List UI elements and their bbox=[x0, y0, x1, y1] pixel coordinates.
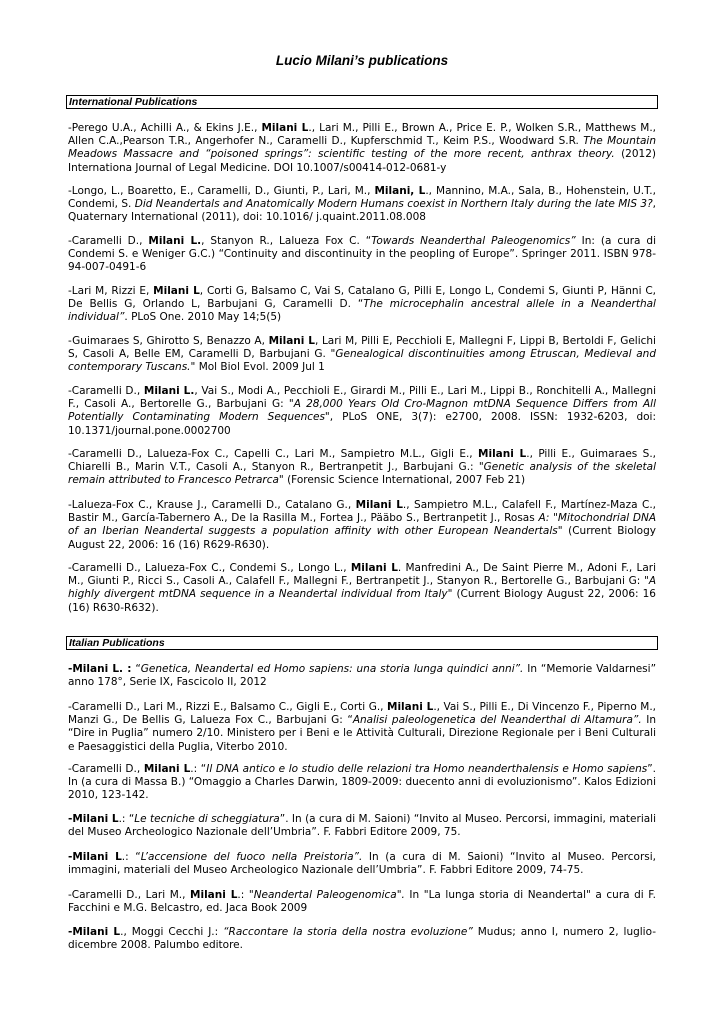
publication-entry: -Caramelli D., Milani L., Stanyon R., Lalueza Fox C. “Towards Neanderthal Paleogenomics” In: (a cura di Condemi S. e Weniger G.C.) “Continuity and discontinuity in the peopling of Europe”. Springer 2011. ISBN 978-94-007-0491-6 bbox=[68, 235, 657, 274]
publication-entry: -Caramelli D., Milani L.: “Il DNA antico e lo studio delle relazioni tra Homo neanderthalensis e Homo sapiens”. In (a cura di Massa B.) “Omaggio a Charles Darwin, 1809-2009: duecento anni di evoluzionismo”. Kalos Edizioni 2010, 123-142. bbox=[68, 763, 657, 802]
document-title: Lucio Milani’s publications bbox=[275, 53, 449, 68]
section-header-italian: Italian Publications bbox=[66, 636, 658, 650]
publication-entry: -Lalueza-Fox C., Krause J., Caramelli D., Catalano G., Milani L., Sampietro M.L., Calafell F., Martínez-Maza C., Bastir M., García-Tabernero A., De la Rasilla M., Fortea J., Pääbo S., Bertranpetit J., Rosas A: "Mitochondrial DNA of an Iberian Neandertal suggests a population affinity with other European Neandertals" (Current Biology August 22, 2006: 16 (16) R629-R630). bbox=[68, 499, 656, 551]
publication-entry: -Guimaraes S, Ghirotto S, Benazzo A, Milani L, Lari M, Pilli E, Pecchioli E, Mallegni F, Lippi B, Bertoldi F, Gelichi S, Casoli A, Belle EM, Caramelli D, Barbujani G. "Genealogical discontinuities among Etruscan, Medieval and contemporary Tuscans." Mol Biol Evol. 2009 Jul 1 bbox=[68, 335, 656, 374]
publication-entry: -Caramelli D., Lalueza-Fox C., Condemi S., Longo L., Milani L. Manfredini A., De Saint Pierre M., Adoni F., Lari M., Giunti P., Ricci S., Casoli A., Calafell F., Mallegni F., Bertranpetit J., Stanyon R., Bertorelle G., Barbujani G: "A highly divergent mtDNA sequence in a Neandertal individual from Italy" (Current Biology August 22, 2006: 16 (16) R630-R632). bbox=[68, 562, 657, 614]
publication-entry: -Perego U.A., Achilli A., & Ekins J.E., Milani L., Lari M., Pilli E., Brown A., Price E. P., Wolken S.R., Matthews M., Allen C.A.,Pearson T.R., Angerhofer N., Caramelli D., Kupferschmid T., Keim P.S., Woodward S.R. The Mountain Meadows Massacre and “poisoned springs”: scientific testing of the more recent, anthrax theory. (2012) Internationa Journal of Legal Medicine. DOI 10.1007/s00414-012-0681-y bbox=[68, 122, 656, 174]
section-header-international: International Publications bbox=[66, 95, 658, 109]
publication-entry: -Caramelli D., Lari M., Rizzi E., Balsamo C., Gigli E., Corti G., Milani L., Vai S., Pilli E., Di Vincenzo F., Piperno M., Manzi G., De Bellis G, Lalueza Fox C., Barbujani G: “Analisi paleologenetica del Neanderthal di Altamura”. In “Dire in Puglia” numero 2/10. Ministero per i Beni e le Attività Culturali, Direzione Regionale per i Beni Culturali e Paesaggistici della Puglia, Viterbo 2010. bbox=[68, 701, 657, 753]
publication-entry: -Lari M, Rizzi E, Milani L, Corti G, Balsamo C, Vai S, Catalano G, Pilli E, Longo L, Condemi S, Giunti P, Hänni C, De Bellis G, Orlando L, Barbujani G, Caramelli D. “The microcephalin ancestral allele in a Neanderthal individual”. PLoS One. 2010 May 14;5(5) bbox=[68, 285, 656, 324]
publication-entry: -Longo, L., Boaretto, E., Caramelli, D., Giunti, P., Lari, M., Milani, L., Mannino, M.A., Sala, B., Hohenstein, U.T., Condemi, S. Did Neandertals and Anatomically Modern Humans coexist in Northern Italy during the late MIS 3?, Quaternary International (2011), doi: 10.1016/ j.quaint.2011.08.008 bbox=[68, 185, 656, 224]
publication-entry: -Milani L. : “Genetica, Neandertal ed Homo sapiens: una storia lunga quindici anni”. In “Memorie Valdarnesi” anno 178°, Serie IX, Fascicolo II, 2012 bbox=[68, 663, 657, 689]
publication-entry: -Caramelli D., Milani L., Vai S., Modi A., Pecchioli E., Girardi M., Pilli E., Lari M., Lippi B., Ronchitelli A., Mallegni F., Casoli A., Bertorelle G., Barbujani G: "A 28,000 Years Old Cro-Magnon mtDNA Sequence Differs from All Potentially Contaminating Modern Sequences", PLoS ONE, 3(7): e2700, 2008. ISSN: 1932-6203, doi: 10.1371/journal.pone.0002700 bbox=[68, 385, 656, 437]
publication-entry: -Caramelli D., Lalueza-Fox C., Capelli C., Lari M., Sampietro M.L., Gigli E., Milani L., Pilli E., Guimaraes S., Chiarelli B., Marin V.T., Casoli A., Stanyon R., Bertranpetit J., Barbujani G.: "Genetic analysis of the skeletal remain attributed to Francesco Petrarca" (Forensic Science International, 2007 Feb 21) bbox=[68, 448, 656, 487]
publication-entry: -Caramelli D., Lari M., Milani L.: "Neandertal Paleogenomica". In "La lunga storia di Neandertal" a cura di F. Facchini e M.G. Belcastro, ed. Jaca Book 2009 bbox=[68, 889, 656, 915]
publication-entry: -Milani L.: “Le tecniche di scheggiatura”. In (a cura di M. Saioni) “Invito al Museo. Percorsi, immagini, materiali del Museo Archeologico Nazionale dell’Umbria”. F. Fabbri Editore 2009, 75. bbox=[68, 813, 657, 839]
publication-entry: -Milani L., Moggi Cecchi J.: “Raccontare la storia della nostra evoluzione” Mudus; anno I, numero 2, luglio-dicembre 2008. Palumbo editore. bbox=[68, 926, 657, 952]
publication-entry: -Milani L.: “L’accensione del fuoco nella Preistoria”. In (a cura di M. Saioni) “Invito al Museo. Percorsi, immagini, materiali del Museo Archeologico Nazionale dell’Umbria”. F. Fabbri Editore 2009, 74-75. bbox=[68, 851, 656, 877]
